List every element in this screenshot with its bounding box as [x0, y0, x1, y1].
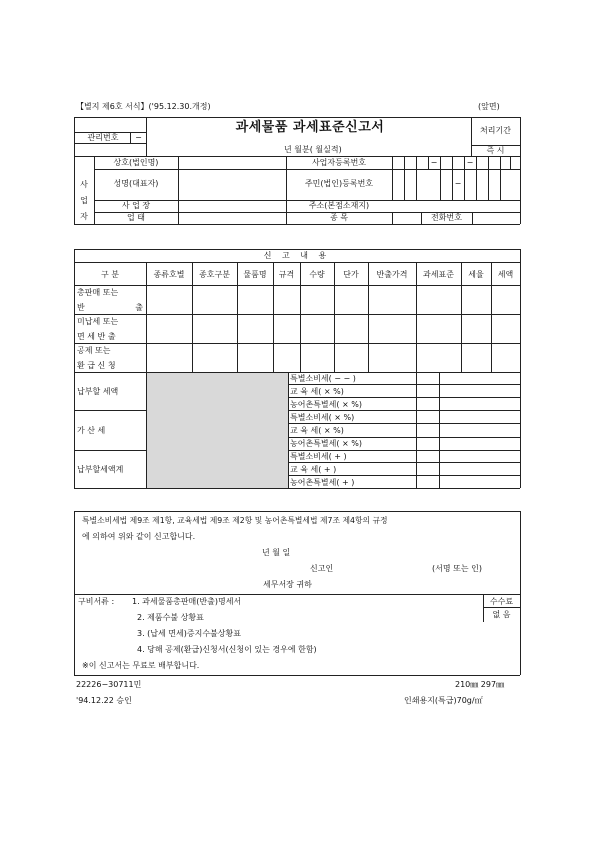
- signature-field[interactable]: (서명 또는 인): [432, 564, 482, 573]
- group-label-tax-payable: 납부할 세액: [77, 387, 119, 396]
- declaration-text-2: 에 의하여 위와 같이 신고합니다.: [82, 532, 196, 541]
- business-reg-number-dash: −: [466, 158, 474, 167]
- company-name-label: 상호(법인명): [113, 158, 159, 167]
- business-reg-number-label: 사업자등록번호: [311, 158, 367, 167]
- required-doc-item: 3. (납세 면세)증지수불상황표: [137, 629, 241, 638]
- row-label-total-sales-2: 반 출: [77, 303, 143, 312]
- business-side-label: 자: [80, 212, 88, 221]
- tax-item-rural-special: 농어촌특별세( × %): [290, 400, 363, 409]
- paper-spec: 인쇄용지(특급)70g/㎡: [404, 696, 483, 705]
- resident-id-field[interactable]: −: [454, 179, 462, 188]
- paper-size: 210㎜ 297㎜: [455, 680, 505, 689]
- required-doc-item: 1. 과세물품총판매(반출)명세서: [132, 597, 242, 606]
- col-header-type-number: 종류호별: [153, 270, 185, 279]
- shaded-area: [147, 373, 288, 488]
- col-header-tax-base: 과세표준: [423, 270, 454, 279]
- business-place-label: 사 업 장: [121, 201, 151, 210]
- fee-label: 수수료: [489, 597, 514, 606]
- business-side-label: 업: [80, 196, 88, 205]
- business-side-label: 사: [80, 180, 88, 189]
- group-label-total-payable: 납부할세액계: [77, 465, 124, 474]
- col-header-tax-amount: 세액: [497, 270, 514, 279]
- report-period[interactable]: 년 월분( 월실적): [284, 145, 342, 154]
- management-number-label: 관리번호: [87, 133, 119, 142]
- phone-number-label: 전화번호: [431, 213, 462, 222]
- reporter-label: 신고인: [310, 564, 334, 573]
- row-label-total-sales: 총판매 또는: [77, 288, 119, 297]
- free-distribution-note: ※이 신고서는 무료로 배부합니다.: [82, 661, 200, 670]
- tax-item-special-consumption: 특별소비세( × %): [290, 413, 355, 422]
- company-name-field[interactable]: [179, 159, 285, 168]
- row-label-deduction-2: 환 급 신 청: [77, 361, 116, 370]
- col-header-category: 구 분: [101, 270, 119, 279]
- required-doc-item: 2. 제품수불 상황표: [137, 613, 204, 622]
- tax-item-education: 교 육 세( × %): [290, 387, 344, 396]
- col-header-product-name: 물품명: [243, 270, 267, 279]
- representative-name-label: 성명(대표자): [113, 179, 159, 188]
- business-type-label: 업 태: [127, 213, 145, 222]
- report-section-title: 신 고 내 용: [263, 251, 331, 260]
- processing-period-value: 즉 시: [486, 146, 505, 155]
- tax-office-addressee: 세무서장 귀하: [263, 580, 312, 589]
- fee-value: 없 음: [492, 610, 511, 619]
- row-label-deduction: 공제 또는: [77, 346, 111, 355]
- representative-name-field[interactable]: [179, 176, 285, 194]
- head-office-address-field[interactable]: [393, 202, 519, 211]
- management-number-field[interactable]: −: [135, 133, 142, 142]
- tax-item-rural-special: 농어촌특별세( + ): [290, 478, 355, 487]
- tax-item-education: 교 육 세( × %): [290, 426, 344, 435]
- tax-item-special-consumption: 특별소비세( − − ): [290, 374, 356, 383]
- tax-item-special-consumption: 특별소비세( + ): [290, 452, 347, 461]
- col-header-unit-price: 단가: [343, 270, 359, 279]
- tax-item-education: 교 육 세( + ): [290, 465, 337, 474]
- required-doc-item: 4. 당해 공제(환급)신청서(신청이 있는 경우에 한함): [137, 645, 317, 654]
- col-header-spec: 규격: [278, 270, 295, 279]
- approval-date: '94.12.22 승인: [76, 696, 132, 705]
- declaration-text: 특별소비세법 제9조 제1항, 교육세법 제9조 제2항 및 농어촌특별세법 제7조 제4항의 규정: [82, 516, 388, 525]
- business-reg-number-field[interactable]: −: [430, 158, 438, 167]
- resident-id-label: 주민(법인)등록번호: [304, 179, 374, 188]
- group-label-surcharge: 가 산 세: [77, 426, 106, 435]
- col-header-tax-rate: 세율: [468, 270, 484, 279]
- form-title: 과세물품 과세표준신고서: [235, 120, 385, 135]
- col-header-quantity: 수량: [309, 270, 325, 279]
- head-office-address-label: 주소(본점소재지): [308, 201, 370, 210]
- business-item-label: 종 목: [330, 213, 348, 222]
- phone-number-field[interactable]: [473, 214, 519, 223]
- processing-period-label: 처리기간: [480, 126, 511, 135]
- front-side-label: (앞면): [478, 102, 500, 111]
- form-code: 22226−30711민: [76, 680, 142, 689]
- declaration-date[interactable]: 년 월 일: [262, 548, 291, 557]
- row-label-untaxed-2: 면 세 반 출: [77, 332, 116, 341]
- business-place-field[interactable]: [179, 202, 285, 211]
- form-reference: 【별지 제6호 서식】('95.12.30.개정): [76, 102, 211, 111]
- col-header-shipment-price: 반출가격: [376, 270, 408, 279]
- row-label-untaxed: 미납세 또는: [77, 317, 119, 326]
- col-header-type-class: 종호구분: [199, 270, 230, 279]
- tax-item-rural-special: 농어촌특별세( × %): [290, 439, 363, 448]
- required-docs-label: 구비서류 :: [78, 597, 115, 606]
